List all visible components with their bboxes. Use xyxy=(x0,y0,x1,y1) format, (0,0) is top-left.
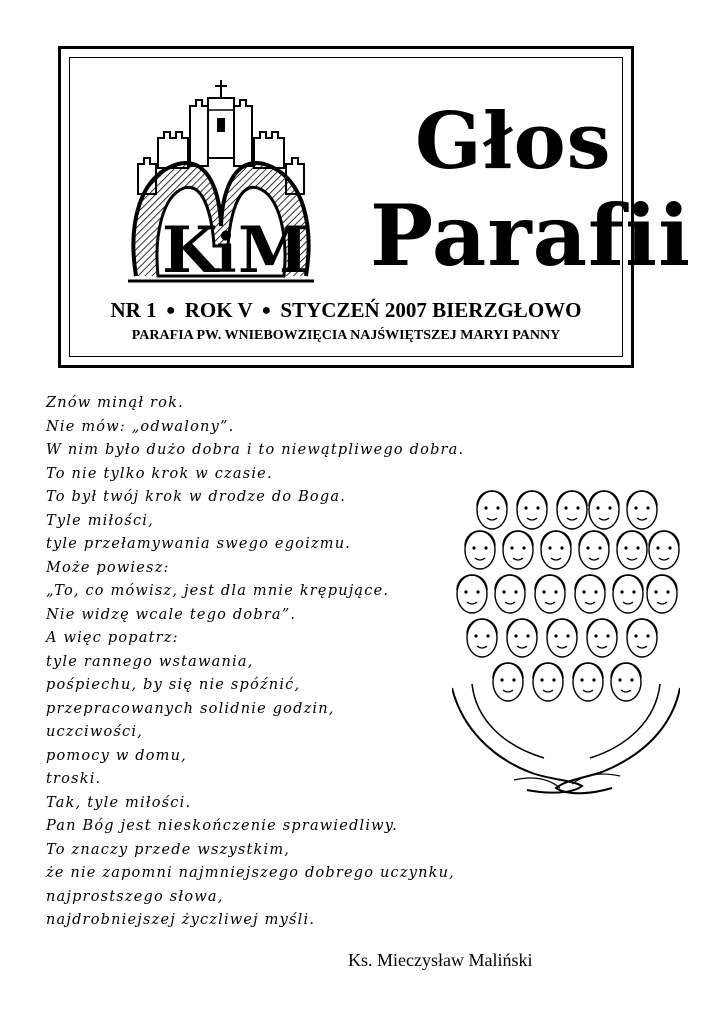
eye-drawing xyxy=(606,634,609,637)
eye-drawing xyxy=(502,590,505,593)
svg-text:i: i xyxy=(216,221,237,285)
poem-line: Znów minął rok. xyxy=(46,395,184,411)
poem-author: Ks. Mieczysław Maliński xyxy=(348,950,533,970)
face-drawing xyxy=(533,663,563,701)
eye-drawing xyxy=(618,678,621,681)
eye-drawing xyxy=(592,678,595,681)
face-drawing xyxy=(547,619,577,657)
face-drawing xyxy=(587,619,617,657)
eye-drawing xyxy=(634,634,637,637)
face-drawing xyxy=(457,575,487,613)
face-drawing xyxy=(535,575,565,613)
face-drawing xyxy=(517,491,547,529)
poem-line: pomocy w domu, xyxy=(46,747,187,764)
face-drawing xyxy=(493,663,523,701)
face-drawing xyxy=(611,663,641,701)
poem-line: najdrobniejszej życzliwej myśli. xyxy=(46,912,316,928)
face-drawing xyxy=(495,575,525,613)
face-drawing xyxy=(649,531,679,569)
poem-line: pośpiechu, by się nie spóźnić, xyxy=(46,677,301,693)
poem-line: że nie zapomni najmniejszego dobrego uczynku, xyxy=(46,865,455,881)
eye-drawing xyxy=(472,546,475,549)
issue-date-place: STYCZEŃ 2007 BIERZGŁOWO xyxy=(280,298,582,322)
face-drawing xyxy=(467,619,497,657)
poem-line: To był twój krok w drodze do Boga. xyxy=(46,489,347,505)
face-drawing xyxy=(613,575,643,613)
bullet-separator: ● xyxy=(261,302,272,319)
eye-drawing xyxy=(620,590,623,593)
church-monogram-logo-icon xyxy=(118,76,328,301)
poem-line: Tak, tyle miłości. xyxy=(46,794,192,811)
poem-line: uczciwości, xyxy=(46,724,144,740)
eye-drawing xyxy=(646,506,649,509)
poem-line: Tyle miłości, xyxy=(46,512,154,529)
face-drawing xyxy=(617,531,647,569)
masthead-frame xyxy=(58,46,691,368)
eye-drawing xyxy=(464,590,467,593)
issue-line xyxy=(70,298,622,323)
eye-drawing xyxy=(540,678,543,681)
eye-drawing xyxy=(524,506,527,509)
poem-line: W nim było dużo dobra i to niewątpliwego dobra. xyxy=(46,442,465,458)
face-drawing xyxy=(465,531,495,569)
poem-line: tyle rannego wstawania, xyxy=(46,653,254,670)
poem xyxy=(46,392,516,933)
eye-drawing xyxy=(522,546,525,549)
face-drawing xyxy=(627,491,657,529)
eye-drawing xyxy=(554,634,557,637)
poem-line: tyle przełamywania swego egoizmu. xyxy=(46,536,352,552)
eye-drawing xyxy=(514,634,517,637)
svg-text:M: M xyxy=(238,213,309,288)
eye-drawing xyxy=(632,590,635,593)
poem-line: „To, co mówisz, jest dla mnie krępujące. xyxy=(46,583,390,599)
eye-drawing xyxy=(552,678,555,681)
masthead-inner-frame xyxy=(69,57,691,357)
eye-drawing xyxy=(636,546,639,549)
eye-drawing xyxy=(666,590,669,593)
face-drawing xyxy=(579,531,609,569)
newspaper-title-line2: Parafii xyxy=(370,186,691,285)
eye-drawing xyxy=(576,506,579,509)
face-drawing xyxy=(647,575,677,613)
eye-drawing xyxy=(554,590,557,593)
bullet-separator: ● xyxy=(165,302,176,319)
eye-drawing xyxy=(514,590,517,593)
poem-line: troski. xyxy=(46,771,102,787)
eye-drawing xyxy=(630,678,633,681)
poem-line: najprostszego słowa, xyxy=(46,888,224,905)
eye-drawing xyxy=(564,506,567,509)
eye-drawing xyxy=(512,678,515,681)
face-drawing xyxy=(477,491,507,529)
poem-line: Nie mów: „odwalony”. xyxy=(46,418,235,435)
eye-drawing xyxy=(484,546,487,549)
eye-drawing xyxy=(596,506,599,509)
eye-drawing xyxy=(598,546,601,549)
eye-drawing xyxy=(594,590,597,593)
svg-text:K: K xyxy=(162,213,218,288)
issue-number: NR 1 xyxy=(110,298,157,322)
poem-line: To znaczy przede wszystkim, xyxy=(46,841,291,858)
face-drawing xyxy=(507,619,537,657)
eye-drawing xyxy=(582,590,585,593)
eye-drawing xyxy=(526,634,529,637)
face-drawing xyxy=(627,619,657,657)
eye-drawing xyxy=(484,506,487,509)
poem-line: Nie widzę wcale tego dobra”. xyxy=(46,606,297,623)
eye-drawing xyxy=(560,546,563,549)
face-drawing xyxy=(557,491,587,529)
eye-drawing xyxy=(594,634,597,637)
eye-drawing xyxy=(542,590,545,593)
poem-line: A więc popatrz: xyxy=(46,630,179,646)
eye-drawing xyxy=(536,506,539,509)
issue-year: ROK V xyxy=(184,298,253,322)
eye-drawing xyxy=(656,546,659,549)
poem-line: To nie tylko krok w czasie. xyxy=(46,465,273,482)
eye-drawing xyxy=(634,506,637,509)
eye-drawing xyxy=(654,590,657,593)
poem-line: Pan Bóg jest nieskończenie sprawiedliwy. xyxy=(46,818,399,834)
face-drawing xyxy=(541,531,571,569)
parish-name: PARAFIA PW. WNIEBOWZIĘCIA NAJŚWIĘTSZEJ MARYI PANNY xyxy=(131,328,561,343)
newspaper-title-line1: Głos xyxy=(415,96,612,187)
face-drawing xyxy=(573,663,603,701)
poem-line: przepracowanych solidnie godzin, xyxy=(46,700,335,717)
eye-drawing xyxy=(608,506,611,509)
eye-drawing xyxy=(586,546,589,549)
crowd-in-hands-illustration-icon xyxy=(452,488,680,806)
eye-drawing xyxy=(646,634,649,637)
eye-drawing xyxy=(486,634,489,637)
eye-drawing xyxy=(496,506,499,509)
eye-drawing xyxy=(476,590,479,593)
eye-drawing xyxy=(566,634,569,637)
eye-drawing xyxy=(624,546,627,549)
eye-drawing xyxy=(548,546,551,549)
eye-drawing xyxy=(500,678,503,681)
face-drawing xyxy=(575,575,605,613)
poem-line: Może powiesz: xyxy=(46,559,170,576)
eye-drawing xyxy=(580,678,583,681)
eye-drawing xyxy=(474,634,477,637)
eye-drawing xyxy=(510,546,513,549)
face-drawing xyxy=(589,491,619,529)
face-drawing xyxy=(503,531,533,569)
eye-drawing xyxy=(668,546,671,549)
